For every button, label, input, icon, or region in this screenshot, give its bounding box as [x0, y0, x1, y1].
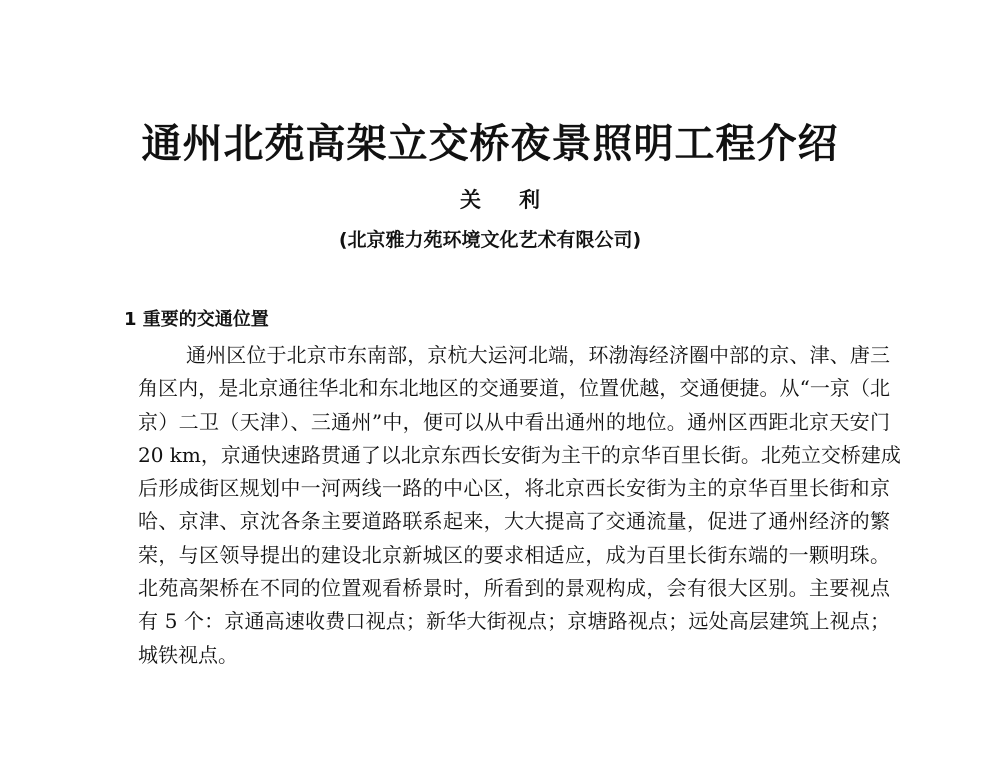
body-line: 角区内，是北京通往华北和东北地区的交通要道，位置优越，交通便捷。从“一京（北 — [138, 376, 890, 401]
paper-author: 关利 — [460, 188, 578, 212]
body-line: 有 5 个：京通高速收费口视点；新华大街视点；京塘路视点；远处高层建筑上视点； — [138, 609, 890, 634]
paper-title: 通州北苑高架立交桥夜景照明工程介绍 — [141, 121, 839, 167]
section-heading: 1 重要的交通位置 — [124, 309, 269, 330]
body-line: 北苑高架桥在不同的位置观看桥景时，所看到的景观构成，会有很大区别。主要视点 — [138, 576, 890, 601]
section-body — [138, 339, 901, 672]
body-line: 通州区位于北京市东南部，京杭大运河北端，环渤海经济圈中部的京、津、唐三 — [186, 343, 890, 367]
body-line: 京）二卫（天津）、三通州”中，便可以从中看出通州的地位。通州区西距北京天安门 — [138, 409, 890, 434]
body-line: 哈、京津、京沈各条主要道路联系起来，大大提高了交通流量，促进了通州经济的繁 — [138, 509, 890, 534]
paper-affiliation: (北京雅力苑环境文化艺术有限公司) — [338, 229, 642, 251]
body-line: 城铁视点。 — [138, 642, 238, 667]
body-line: 20 km，京通快速路贯通了以北京东西长安街为主干的京华百里长街。北苑立交桥建成 — [138, 442, 901, 467]
body-line: 后形成街区规划中一河两线一路的中心区，将北京西长安街为主的京华百里长街和京 — [138, 476, 890, 501]
body-line: 荣，与区领导提出的建设北京新城区的要求相适应，成为百里长街东端的一颗明珠。 — [138, 542, 890, 567]
